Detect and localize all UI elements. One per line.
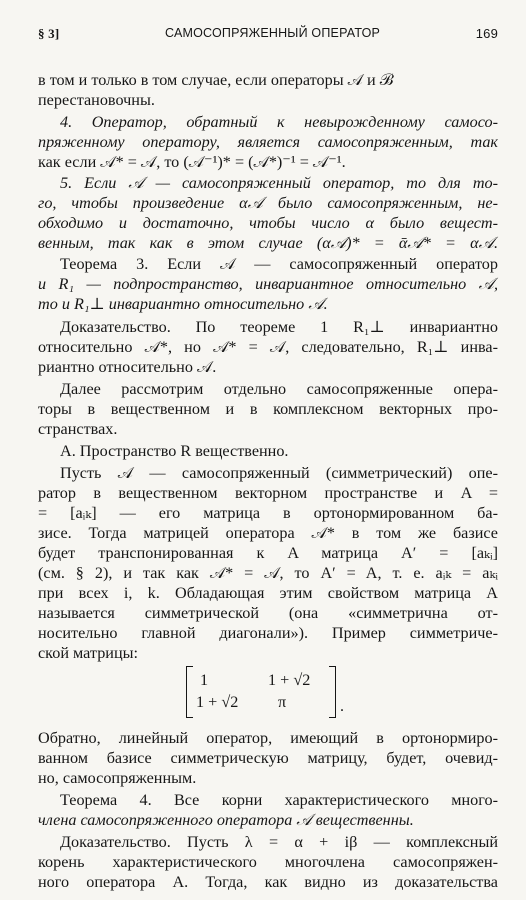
matrix-cell: 1 + √2	[268, 671, 311, 689]
running-title: САМОСОПРЯЖЕННЫЙ ОПЕРАТОР	[165, 26, 381, 40]
section-marker: § 3]	[38, 26, 60, 41]
matrix-cell: 1	[200, 671, 209, 689]
text-line: будет транспонированная к A матрица A′ = [aₖᵢ]	[38, 544, 498, 562]
text-line: ванном базисе симметрическую матрицу, будет, очевид-	[38, 749, 498, 767]
text-line: как если 𝒜* = 𝒜, то (𝒜⁻¹)* = (𝒜*)⁻¹ = 𝒜⁻¹.	[38, 153, 346, 171]
matrix-period: .	[340, 698, 344, 715]
text-line: торы в вещественном и в комплексном векторных про-	[38, 400, 498, 418]
text-line: = [aᵢₖ] — его матрица в ортонормированном ба-	[38, 504, 498, 522]
text-line: Пусть 𝒜 — самосопряженный (симметрический) опе-	[60, 464, 498, 482]
text-line: при всех i, k. Обладающая этим свойством матрица A	[38, 584, 498, 602]
text-line: ратор в вещественном векторном пространстве и A =	[38, 484, 498, 502]
text-line: относительно 𝒜*, но 𝒜* = 𝒜, следовательно, R₁⊥ инва-	[38, 338, 498, 356]
text-line: Далее рассмотрим отдельно самосопряженные опера-	[60, 380, 498, 398]
text-line: и R₁ — подпространство, инвариантное относительно 𝒜,	[38, 275, 498, 293]
symmetric-matrix-example	[186, 664, 344, 718]
text-line: венным, так как в этом случае (α𝒜)* = ᾱ𝒜* = α𝒜.	[38, 234, 498, 252]
text-line: ного оператора A. Тогда, как видно из доказательства	[38, 873, 498, 891]
matrix-cell: 1 + √2	[196, 693, 239, 711]
text-line: риантно относительно 𝒜.	[38, 358, 217, 376]
text-line: Обратно, линейный оператор, имеющий в ортонормиро-	[38, 729, 498, 747]
text-line: называется симметрической (она «симметрична от-	[38, 604, 498, 622]
text-line: в том и только в том случае, если операторы 𝒜 и ℬ	[38, 71, 394, 89]
matrix-cell: π	[278, 693, 287, 711]
subsection-heading: А. Пространство R вещественно.	[60, 442, 289, 460]
page-number: 169	[475, 26, 498, 41]
proof-heading: Доказательство. Пусть λ = α + iβ — комплексный	[60, 833, 498, 851]
text-line: но, самосопряженным.	[38, 769, 197, 787]
text-line: члена самосопряженного оператора 𝒜 вещественны.	[38, 811, 414, 829]
matrix-left-bracket	[186, 666, 193, 718]
text-line: корень характеристического многочлена самосопряжен-	[38, 853, 498, 871]
text-line: пряженному оператору, является самосопряженным, так	[38, 133, 498, 151]
text-line: ской матрицы:	[38, 644, 138, 662]
theorem-heading: Теорема 3. Если 𝒜 — самосопряженный оператор	[60, 255, 498, 273]
text-line: носительно главной диагонали»). Пример симметриче-	[38, 624, 498, 642]
matrix-right-bracket	[329, 666, 336, 718]
proof-heading: Доказательство. По теореме 1 R₁⊥ инвариантно	[60, 318, 498, 336]
text-line: го, чтобы произведение α𝒜 было самосопряженным, не-	[38, 194, 498, 212]
theorem-heading: Теорема 4. Все корни характеристического много-	[60, 791, 498, 809]
text-line: зисе. Тогда матрицей оператора 𝒜* в том же базисе	[38, 524, 498, 542]
text-line: странствах.	[38, 420, 118, 438]
text-line: перестановочны.	[38, 91, 155, 109]
text-line: то и R₁⊥ инвариантно относительно 𝒜.	[38, 295, 328, 313]
text-line: (см. § 2), и так как 𝒜* = 𝒜, то A′ = A, т. е. aᵢₖ = aₖᵢ	[38, 564, 498, 582]
running-header	[38, 26, 498, 46]
text-line: 4. Оператор, обратный к невырожденному самосо-	[60, 113, 498, 131]
text-line: 5. Если 𝒜 — самосопряженный оператор, то для то-	[60, 174, 498, 192]
text-line: обходимо и достаточно, чтобы число α было вещест-	[38, 214, 498, 232]
